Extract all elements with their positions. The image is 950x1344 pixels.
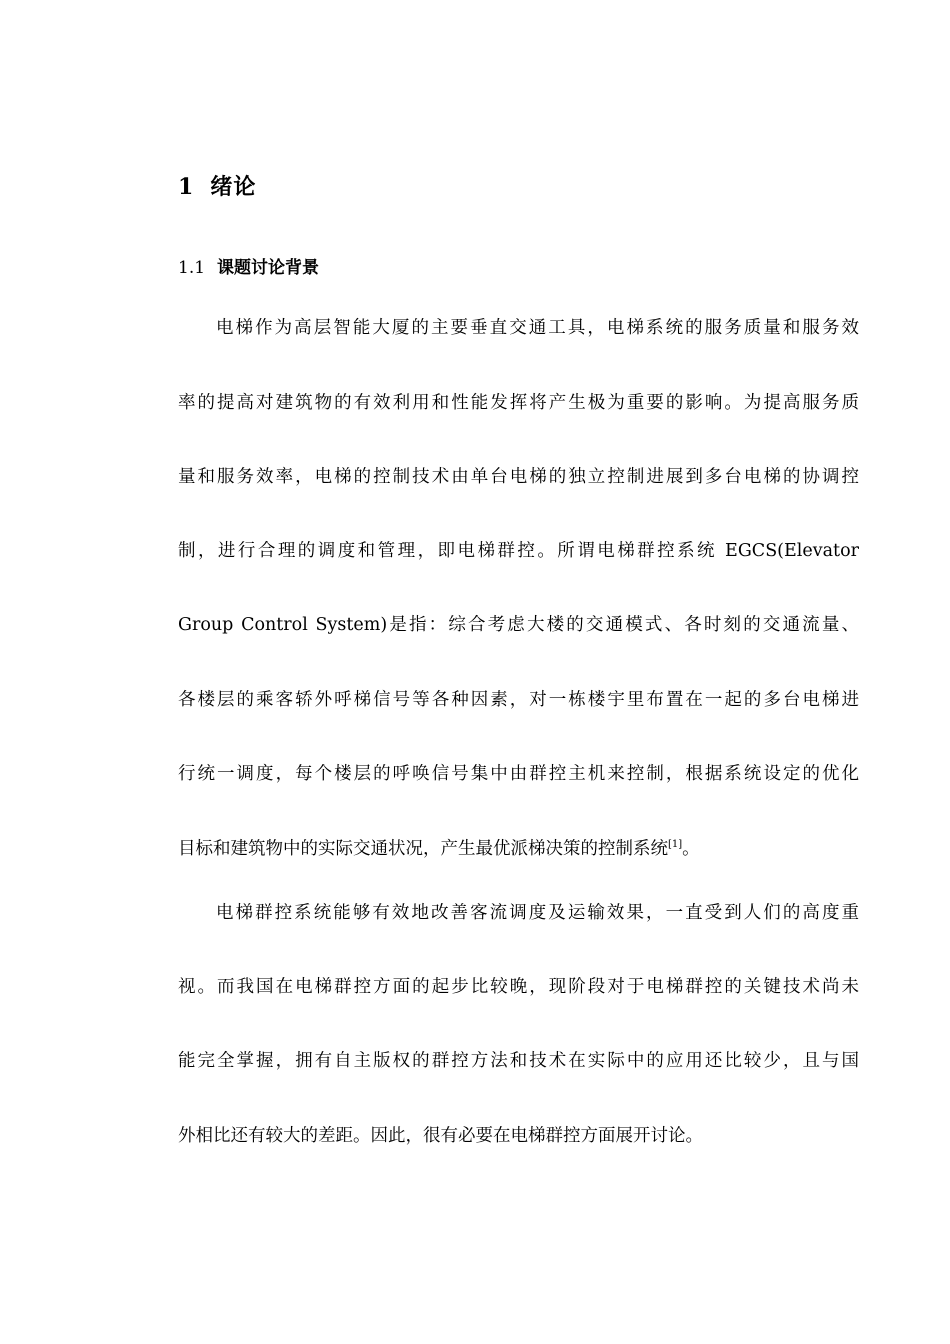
section-title-text: 课题讨论背景	[217, 258, 320, 278]
paragraph-1-line-3: 量和服务效率，电梯的控制技术由单台电梯的独立控制进展到多台电梯的协调控	[178, 467, 859, 487]
paragraph-1-line-8	[178, 837, 859, 861]
chapter-heading	[178, 170, 256, 201]
citation-reference: [1]	[668, 839, 683, 851]
paragraph-1-last-text: 目标和建筑物中的实际交通状况，产生最优派梯决策的控制系统	[178, 839, 668, 859]
paragraph-2-line-3: 能完全掌握，拥有自主版权的群控方法和技术在实际中的应用还比较少，且与国	[178, 1051, 859, 1071]
section-heading	[178, 253, 319, 278]
paragraph-1-line-4: 制，进行合理的调度和管理，即电梯群控。所谓电梯群控系统 EGCS(Elevator	[178, 541, 859, 561]
paragraph-1-line-2: 率的提高对建筑物的有效利用和性能发挥将产生极为重要的影响。为提高服务质	[178, 393, 859, 413]
paragraph-1-line-5: Group Control System)是指：综合考虑大楼的交通模式、各时刻的交通流量、	[178, 615, 859, 635]
paragraph-1-end-mark: 。	[682, 839, 700, 859]
paragraph-2-line-2: 视。而我国在电梯群控方面的起步比较晚，现阶段对于电梯群控的关键技术尚未	[178, 977, 859, 997]
chapter-title-text: 绪论	[210, 174, 257, 200]
paragraph-1-line-7: 行统一调度，每个楼层的呼唤信号集中由群控主机来控制，根据系统设定的优化	[178, 764, 859, 784]
paragraph-2-line-4: 外相比还有较大的差距。因此，很有必要在电梯群控方面展开讨论。	[178, 1126, 703, 1146]
paragraph-1-line-6: 各楼层的乘客轿外呼梯信号等各种因素，对一栋楼宇里布置在一起的多台电梯进	[178, 690, 859, 710]
chapter-number: 1	[178, 174, 195, 200]
paragraph-2-line-1: 电梯群控系统能够有效地改善客流调度及运输效果，一直受到人们的高度重	[216, 903, 859, 923]
paragraph-1-line-1: 电梯作为高层智能大厦的主要垂直交通工具，电梯系统的服务质量和服务效	[216, 318, 859, 338]
section-number: 1.1	[178, 258, 206, 278]
